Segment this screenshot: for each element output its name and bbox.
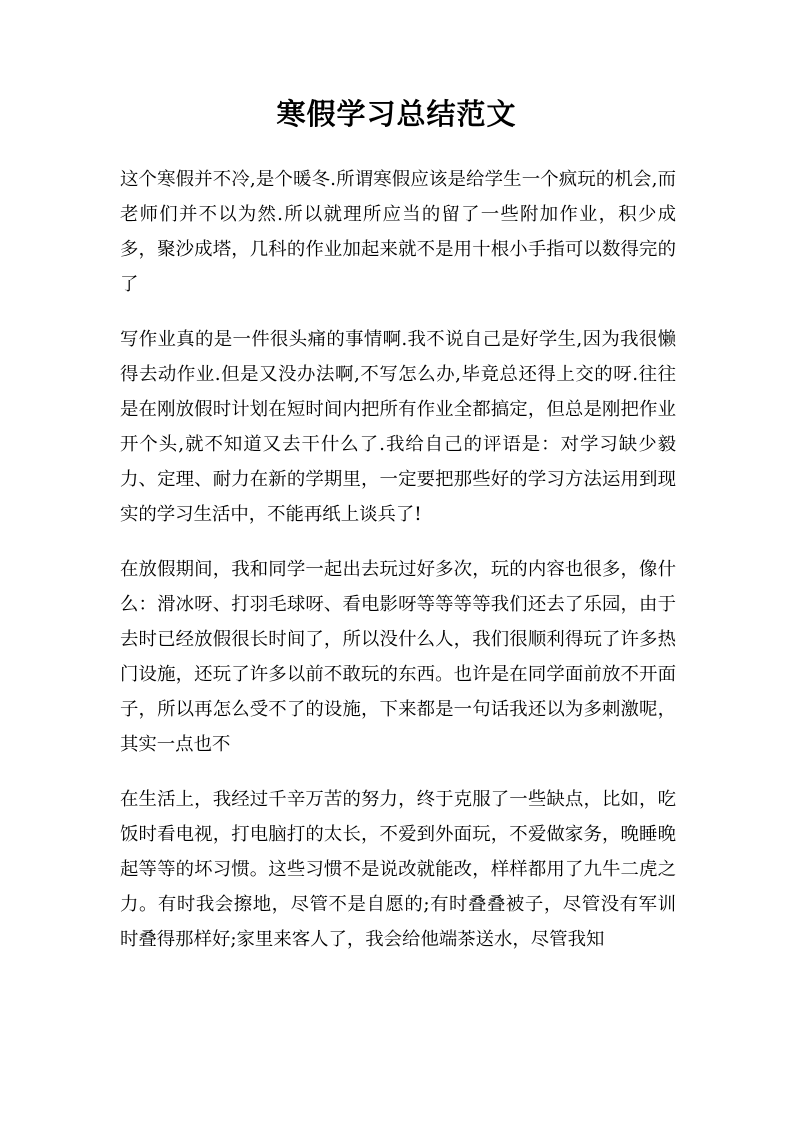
document-title: 寒假学习总结范文 [276, 97, 517, 131]
paragraph: 写作业真的是一件很头痛的事情啊.我不说自己是好学生,因为我很懒得去动作业.但是又没办法啊,不写怎么办,毕竟总还得上交的呀.往往是在刚放假时计划在短时间内把所有作业全都搞定，但总是刚把作业开个头,就不知道又去干什么了.我给自己的评语是：对学习缺少毅力、定理、耐力在新的学期里，一定要把那些好的学习方法运用到现实的学习生活中，不能再纸上谈兵了! [120, 329, 676, 525]
paragraph: 在放假期间，我和同学一起出去玩过好多次，玩的内容也很多，像什么：滑冰呀、打羽毛球呀、看电影呀等等等等我们还去了乐园，由于去时已经放假很长时间了，所以没什么人，我们很顺利得玩了许多热门设施，还玩了许多以前不敢玩的东西。也许是在同学面前放不开面子，所以再怎么受不了的设施，下来都是一句话我还以为多刺激呢，其实一点也不 [120, 559, 676, 755]
paragraph: 这个寒假并不冷,是个暖冬.所谓寒假应该是给学生一个疯玩的机会,而老师们并不以为然.所以就理所应当的留了一些附加作业，积少成多，聚沙成塔，几科的作业加起来就不是用十根小手指可以数得完的了 [120, 169, 676, 295]
paragraph: 在生活上，我经过千辛万苦的努力，终于克服了一些缺点，比如，吃饭时看电视，打电脑打的太长，不爱到外面玩，不爱做家务，晚睡晚起等等的坏习惯。这些习惯不是说改就能改，样样都用了九牛二虎之力。有时我会擦地，尽管不是自愿的;有时叠叠被子，尽管没有军训时叠得那样好;家里来客人了，我会给他端茶送水，尽管我知 [120, 789, 676, 950]
document-body [120, 162, 676, 977]
